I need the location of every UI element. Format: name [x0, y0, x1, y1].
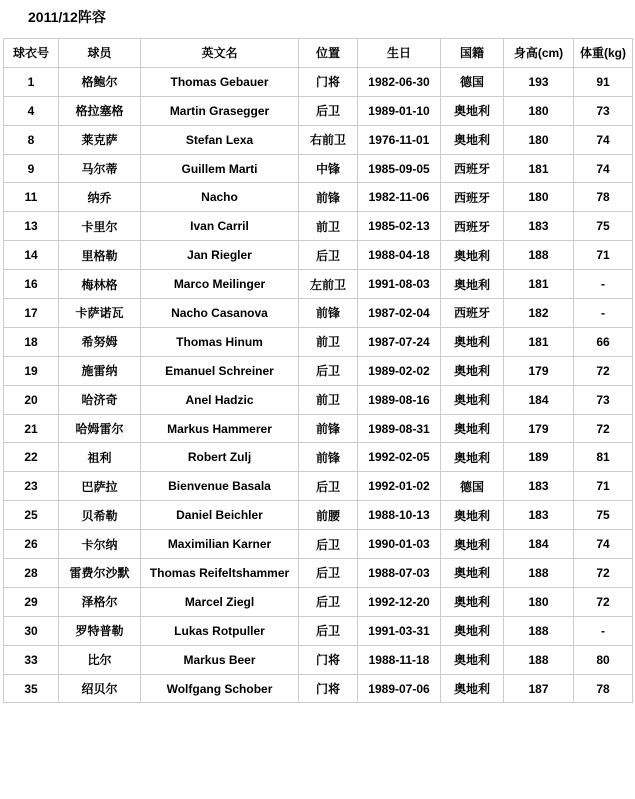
- table-cell: 187: [504, 674, 574, 703]
- table-row: [4, 241, 633, 270]
- table-cell: 奥地利: [441, 356, 504, 385]
- table-cell: 1991-08-03: [358, 270, 441, 299]
- table-cell: -: [574, 299, 633, 328]
- table-cell: 后卫: [299, 96, 358, 125]
- table-cell: 纳乔: [59, 183, 141, 212]
- header-cell: 国籍: [441, 39, 504, 68]
- table-cell: Thomas Gebauer: [141, 67, 299, 96]
- table-cell: 74: [574, 530, 633, 559]
- table-cell: 前锋: [299, 414, 358, 443]
- table-cell: 1992-12-20: [358, 587, 441, 616]
- header-cell: 生日: [358, 39, 441, 68]
- table-row: [4, 125, 633, 154]
- table-cell: 奥地利: [441, 241, 504, 270]
- table-cell: 奥地利: [441, 616, 504, 645]
- table-row: [4, 356, 633, 385]
- table-cell: 左前卫: [299, 270, 358, 299]
- header-cell: 球员: [59, 39, 141, 68]
- table-cell: 72: [574, 414, 633, 443]
- table-cell: 贝希勒: [59, 501, 141, 530]
- header-cell: 位置: [299, 39, 358, 68]
- table-cell: 75: [574, 501, 633, 530]
- table-cell: 183: [504, 212, 574, 241]
- table-cell: 188: [504, 241, 574, 270]
- header-cell: 球衣号: [4, 39, 59, 68]
- table-row: [4, 327, 633, 356]
- table-cell: 29: [4, 587, 59, 616]
- table-cell: 181: [504, 327, 574, 356]
- table-cell: 33: [4, 645, 59, 674]
- table-cell: Marcel Ziegl: [141, 587, 299, 616]
- table-cell: Jan Riegler: [141, 241, 299, 270]
- table-row: [4, 414, 633, 443]
- table-cell: 比尔: [59, 645, 141, 674]
- table-cell: 1987-02-04: [358, 299, 441, 328]
- table-cell: 1982-11-06: [358, 183, 441, 212]
- table-cell: 门将: [299, 674, 358, 703]
- table-cell: Thomas Hinum: [141, 327, 299, 356]
- table-cell: 1988-04-18: [358, 241, 441, 270]
- table-row: [4, 645, 633, 674]
- table-cell: 西班牙: [441, 299, 504, 328]
- table-cell: 183: [504, 501, 574, 530]
- table-cell: 1985-09-05: [358, 154, 441, 183]
- table-cell: 91: [574, 67, 633, 96]
- table-cell: Nacho: [141, 183, 299, 212]
- table-cell: 奥地利: [441, 645, 504, 674]
- table-cell: 182: [504, 299, 574, 328]
- table-cell: 78: [574, 674, 633, 703]
- table-row: [4, 385, 633, 414]
- table-cell: 1988-07-03: [358, 559, 441, 588]
- header-cell: 英文名: [141, 39, 299, 68]
- table-cell: 179: [504, 356, 574, 385]
- table-cell: 后卫: [299, 587, 358, 616]
- table-row: [4, 183, 633, 212]
- table-cell: 188: [504, 616, 574, 645]
- table-cell: 72: [574, 356, 633, 385]
- table-cell: 梅林格: [59, 270, 141, 299]
- table-cell: 23: [4, 472, 59, 501]
- table-cell: 1988-11-18: [358, 645, 441, 674]
- table-cell: 72: [574, 559, 633, 588]
- table-cell: 奥地利: [441, 587, 504, 616]
- table-cell: 罗特普勒: [59, 616, 141, 645]
- table-cell: Emanuel Schreiner: [141, 356, 299, 385]
- table-cell: 祖利: [59, 443, 141, 472]
- table-cell: 1976-11-01: [358, 125, 441, 154]
- table-cell: 格鲍尔: [59, 67, 141, 96]
- table-cell: 1989-02-02: [358, 356, 441, 385]
- table-cell: 奥地利: [441, 414, 504, 443]
- table-cell: 门将: [299, 67, 358, 96]
- table-cell: 德国: [441, 67, 504, 96]
- table-row: [4, 270, 633, 299]
- header-cell: 身高(cm): [504, 39, 574, 68]
- table-cell: 门将: [299, 645, 358, 674]
- table-cell: 74: [574, 125, 633, 154]
- table-cell: 20: [4, 385, 59, 414]
- table-cell: 前卫: [299, 385, 358, 414]
- table-cell: 66: [574, 327, 633, 356]
- table-cell: 绍贝尔: [59, 674, 141, 703]
- table-cell: 后卫: [299, 356, 358, 385]
- table-cell: 前锋: [299, 443, 358, 472]
- table-cell: 奥地利: [441, 443, 504, 472]
- table-cell: 后卫: [299, 616, 358, 645]
- table-cell: 1989-08-31: [358, 414, 441, 443]
- table-cell: 9: [4, 154, 59, 183]
- table-cell: 184: [504, 385, 574, 414]
- table-cell: 格拉塞格: [59, 96, 141, 125]
- table-body: [4, 67, 633, 703]
- table-cell: 后卫: [299, 530, 358, 559]
- table-cell: Daniel Beichler: [141, 501, 299, 530]
- table-row: [4, 472, 633, 501]
- table-cell: 1992-02-05: [358, 443, 441, 472]
- table-cell: 前锋: [299, 183, 358, 212]
- table-cell: 35: [4, 674, 59, 703]
- table-cell: Marco Meilinger: [141, 270, 299, 299]
- table-header-row: [4, 39, 633, 68]
- table-cell: 西班牙: [441, 212, 504, 241]
- table-cell: 180: [504, 183, 574, 212]
- table-row: [4, 674, 633, 703]
- table-cell: 马尔蒂: [59, 154, 141, 183]
- table-cell: 81: [574, 443, 633, 472]
- table-cell: 180: [504, 96, 574, 125]
- table-cell: 1989-01-10: [358, 96, 441, 125]
- table-cell: Guillem Marti: [141, 154, 299, 183]
- table-cell: 19: [4, 356, 59, 385]
- table-cell: 卡萨诺瓦: [59, 299, 141, 328]
- table-row: [4, 299, 633, 328]
- table-cell: 后卫: [299, 559, 358, 588]
- table-cell: 1989-08-16: [358, 385, 441, 414]
- table-cell: Stefan Lexa: [141, 125, 299, 154]
- table-cell: Thomas Reifeltshammer: [141, 559, 299, 588]
- table-cell: 73: [574, 96, 633, 125]
- table-cell: Markus Beer: [141, 645, 299, 674]
- table-cell: -: [574, 616, 633, 645]
- table-cell: 巴萨拉: [59, 472, 141, 501]
- table-cell: 21: [4, 414, 59, 443]
- table-row: [4, 616, 633, 645]
- table-cell: 奥地利: [441, 96, 504, 125]
- table-cell: 1992-01-02: [358, 472, 441, 501]
- table-cell: 1988-10-13: [358, 501, 441, 530]
- table-cell: 188: [504, 645, 574, 674]
- table-cell: 西班牙: [441, 154, 504, 183]
- table-cell: 奥地利: [441, 327, 504, 356]
- table-cell: 奥地利: [441, 270, 504, 299]
- table-cell: 1982-06-30: [358, 67, 441, 96]
- table-cell: 189: [504, 443, 574, 472]
- table-cell: Nacho Casanova: [141, 299, 299, 328]
- table-cell: 11: [4, 183, 59, 212]
- table-cell: 希努姆: [59, 327, 141, 356]
- table-cell: 1990-01-03: [358, 530, 441, 559]
- table-cell: 前卫: [299, 212, 358, 241]
- table-cell: Lukas Rotpuller: [141, 616, 299, 645]
- table-cell: 奥地利: [441, 501, 504, 530]
- table-cell: 71: [574, 241, 633, 270]
- table-cell: 德国: [441, 472, 504, 501]
- table-cell: Robert Zulj: [141, 443, 299, 472]
- table-cell: 右前卫: [299, 125, 358, 154]
- table-cell: 前锋: [299, 299, 358, 328]
- table-cell: -: [574, 270, 633, 299]
- table-cell: 奥地利: [441, 674, 504, 703]
- table-cell: 22: [4, 443, 59, 472]
- table-row: [4, 530, 633, 559]
- squad-table: [3, 38, 633, 703]
- table-cell: 78: [574, 183, 633, 212]
- table-cell: 180: [504, 125, 574, 154]
- table-row: [4, 587, 633, 616]
- table-row: [4, 443, 633, 472]
- table-cell: 1989-07-06: [358, 674, 441, 703]
- header-cell: 体重(kg): [574, 39, 633, 68]
- table-cell: 184: [504, 530, 574, 559]
- table-cell: 前腰: [299, 501, 358, 530]
- table-cell: Martin Grasegger: [141, 96, 299, 125]
- table-cell: 13: [4, 212, 59, 241]
- table-cell: Wolfgang Schober: [141, 674, 299, 703]
- table-row: [4, 212, 633, 241]
- table-cell: 1991-03-31: [358, 616, 441, 645]
- table-cell: 179: [504, 414, 574, 443]
- table-cell: Bienvenue Basala: [141, 472, 299, 501]
- table-cell: 8: [4, 125, 59, 154]
- table-cell: 18: [4, 327, 59, 356]
- table-row: [4, 154, 633, 183]
- table-cell: 1: [4, 67, 59, 96]
- table-cell: 哈济奇: [59, 385, 141, 414]
- table-cell: 16: [4, 270, 59, 299]
- table-cell: 25: [4, 501, 59, 530]
- table-cell: 181: [504, 154, 574, 183]
- page-title: 2011/12阵容: [28, 9, 106, 25]
- table-cell: 西班牙: [441, 183, 504, 212]
- table-cell: Markus Hammerer: [141, 414, 299, 443]
- table-cell: 前卫: [299, 327, 358, 356]
- table-row: [4, 67, 633, 96]
- table-cell: 泽格尔: [59, 587, 141, 616]
- table-cell: 71: [574, 472, 633, 501]
- table-cell: 奥地利: [441, 385, 504, 414]
- table-cell: 73: [574, 385, 633, 414]
- table-cell: 奥地利: [441, 125, 504, 154]
- table-cell: 30: [4, 616, 59, 645]
- table-cell: 80: [574, 645, 633, 674]
- table-row: [4, 559, 633, 588]
- table-cell: 施雷纳: [59, 356, 141, 385]
- table-cell: 28: [4, 559, 59, 588]
- table-cell: 后卫: [299, 241, 358, 270]
- table-cell: 莱克萨: [59, 125, 141, 154]
- table-cell: Maximilian Karner: [141, 530, 299, 559]
- table-cell: 181: [504, 270, 574, 299]
- table-cell: 188: [504, 559, 574, 588]
- table-cell: 193: [504, 67, 574, 96]
- table-cell: 卡里尔: [59, 212, 141, 241]
- table-cell: 后卫: [299, 472, 358, 501]
- table-cell: 74: [574, 154, 633, 183]
- table-row: [4, 96, 633, 125]
- table-cell: 183: [504, 472, 574, 501]
- table-cell: 1987-07-24: [358, 327, 441, 356]
- table-cell: 奥地利: [441, 559, 504, 588]
- table-cell: 75: [574, 212, 633, 241]
- table-cell: 奥地利: [441, 530, 504, 559]
- table-cell: 72: [574, 587, 633, 616]
- table-row: [4, 501, 633, 530]
- table-head: [4, 39, 633, 68]
- table-cell: 14: [4, 241, 59, 270]
- table-cell: 哈姆雷尔: [59, 414, 141, 443]
- table-cell: 180: [504, 587, 574, 616]
- table-cell: 1985-02-13: [358, 212, 441, 241]
- table-cell: Ivan Carril: [141, 212, 299, 241]
- table-cell: Anel Hadzic: [141, 385, 299, 414]
- table-cell: 雷费尔沙默: [59, 559, 141, 588]
- table-cell: 卡尔纳: [59, 530, 141, 559]
- table-cell: 中锋: [299, 154, 358, 183]
- table-cell: 4: [4, 96, 59, 125]
- table-cell: 里格勒: [59, 241, 141, 270]
- table-cell: 26: [4, 530, 59, 559]
- table-cell: 17: [4, 299, 59, 328]
